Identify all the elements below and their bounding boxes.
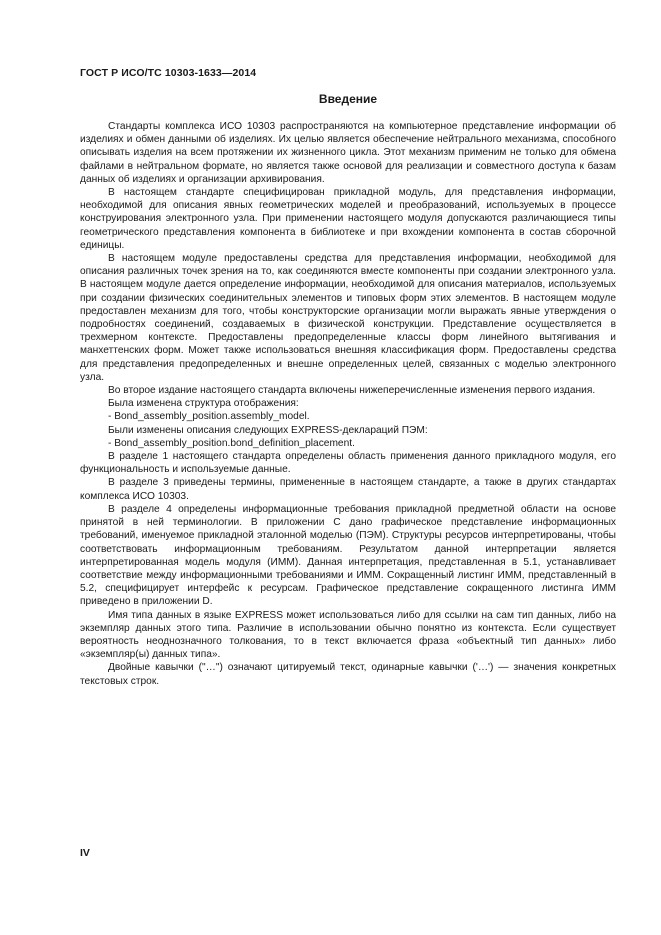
paragraph-section-1: В разделе 1 настоящего стандарта определены область применения данного прикладного модуля, его функциональность и используемые данные.: [80, 451, 616, 476]
paragraph-module-means: В настоящем модуле предоставлены средства для представления информации, необходимой для описания различных точек зрения на то, как соединяются вместе компоненты при создании электронного узла. В настоящем модуле дается определение информации, необходимой для описания материалов, используемых при создании физических соединительных элементов и типовых форм этих элементов. В настоящем модуле предоставлен механизм для того, чтобы конструкторские организации могли выражать явные утверждения о подробностях соединений, создаваемых в физической конструкции. Представление осуществляется в трехмерном контексте. Предоставлены предопределенные классы форм линейного вытягивания и манхеттенских форм. Может также использоваться внешняя классификация форм. Предоставлены средства для представления предопределенных и внешне определенных целей, связанных с моделью электронного узла.: [80, 253, 616, 383]
paragraph-intro: Стандарты комплекса ИСО 10303 распространяются на компьютерное представление информации об изделиях и обмен данными об изделиях. Их целью является обеспечение нейтрального механизма, способного описывать изделия на всем протяжении их жизненного цикла. Этот механизм применим не только для обмена файлами в нейтральном формате, но является также основой для реализации и совместного доступа к базам данных об изделиях и организации архивирования.: [80, 121, 616, 185]
section-title: Введение: [318, 92, 378, 106]
document-header: ГОСТ Р ИСО/ТС 10303-1633—2014: [80, 67, 257, 79]
paragraph-change-item-2: - Bond_assembly_position.bond_definition_placement.: [108, 437, 355, 449]
paragraph-section-3: В разделе 3 приведены термины, примененные в настоящем стандарте, а также в других стандартах комплекса ИСО 10303.: [80, 477, 616, 502]
paragraph-express-types: Имя типа данных в языке EXPRESS может использоваться либо для ссылки на сам тип данных, либо на экземпляр данных этого типа. Различие в использовании обычно понятно из контекста. Если существует вероятность неоднозначного толкования, то в текст включается фраза «объектный тип данных» либо «экземпляр(ы) данных типа».: [80, 609, 616, 661]
body-text: [80, 120, 616, 688]
paragraph-change-item-1: - Bond_assembly_position.assembly_model.: [108, 411, 310, 423]
paragraph-change-express: Были изменены описания следующих EXPRESS-деклараций ПЭМ:: [108, 424, 428, 436]
paragraph-change-structure: Была изменена структура отображения:: [108, 398, 299, 410]
page-number: IV: [80, 847, 90, 859]
paragraph-second-edition: Во второе издание настоящего стандарта включены нижеперечисленные изменения первого издания.: [108, 385, 596, 397]
paragraph-module-scope: В настоящем стандарте специфицирован прикладной модуль, для представления информации, необходимой для описания явных геометрических моделей и преобразований, используемых в процессе конструирования электронного узла. При применении настоящего модуля допускаются различающиеся типы геометрического представления компонента в библиотеке и при вхождении компонента в состав сборочной единицы.: [80, 187, 616, 251]
paragraph-quotes: Двойные кавычки ("…") означают цитируемый текст, одинарные кавычки ('…') — значения конкретных текстовых строк.: [80, 662, 616, 687]
paragraph-section-4: В разделе 4 определены информационные требования прикладной предметной области на основе принятой в ней терминологии. В приложении С дано графическое представление информационных требований, именуемое прикладной эталонной моделью (ПЭМ). Структуры ресурсов интерпретированы, чтобы соответствовать информационным требованиям. Результатом данной интерпретации является интерпретированная модель модуля (ИММ). Данная интерпретация, представленная в 5.1, устанавливает соответствие между информационными требованиями и ИММ. Сокращенный листинг ИММ, представленный в 5.2, специфицирует интерфейс к ресурсам. Графическое представление сокращенного листинга ИММ приведено в приложении D.: [80, 503, 616, 608]
